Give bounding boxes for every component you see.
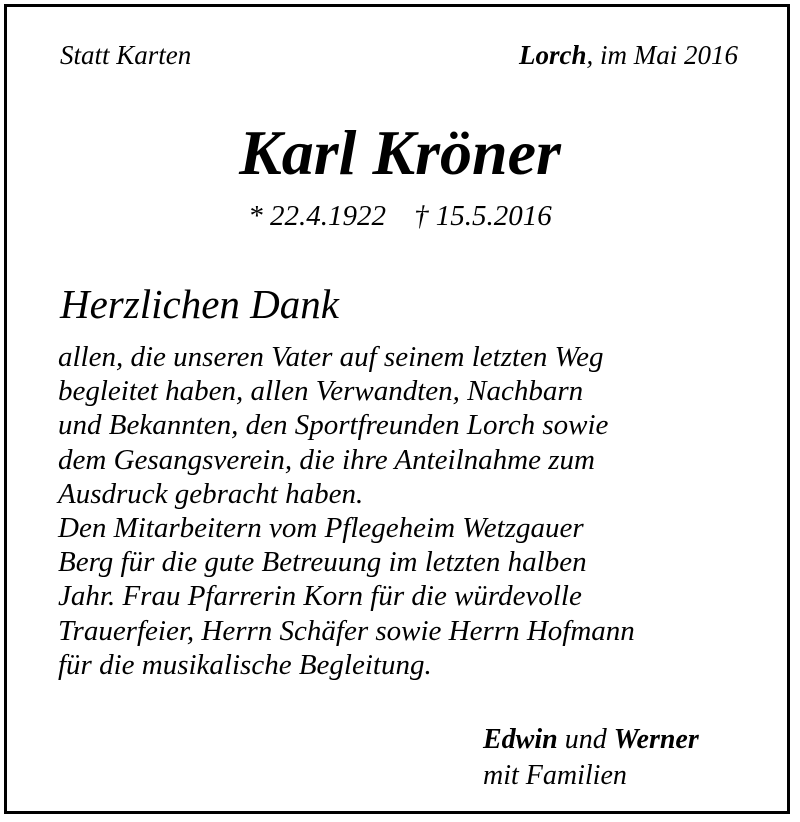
- thanks-heading: Herzlichen Dank: [60, 281, 339, 327]
- signature-names: [483, 722, 699, 758]
- signature-connector: und: [557, 724, 614, 755]
- body-line: Berg für die gute Betreuung im letzten halben: [58, 546, 587, 579]
- birth-date: * 22.4.1922: [248, 200, 386, 232]
- body-line: Den Mitarbeitern vom Pflegeheim Wetzgauer: [58, 512, 584, 545]
- death-date: † 15.5.2016: [414, 200, 552, 232]
- body-line: begleitet haben, allen Verwandten, Nachbarn: [58, 375, 584, 408]
- body-line: und Bekannten, den Sportfreunden Lorch sowie: [58, 409, 609, 442]
- header-place-date: [519, 40, 738, 71]
- body-line: dem Gesangsverein, die ihre Anteilnahme zum: [58, 443, 595, 476]
- signature-name-werner: Werner: [613, 724, 699, 755]
- header-statt-karten: Statt Karten: [60, 40, 192, 70]
- signature: [483, 722, 699, 794]
- life-dates: [0, 200, 800, 233]
- body-line: Ausdruck gebracht haben.: [58, 477, 364, 510]
- body-line: Jahr. Frau Pfarrerin Korn für die würdevolle: [58, 580, 582, 613]
- signature-name-edwin: Edwin: [483, 724, 558, 755]
- body-line: allen, die unseren Vater auf seinem letzten Weg: [58, 341, 604, 373]
- thanks-body: [58, 340, 758, 682]
- header-place: Lorch: [519, 40, 587, 70]
- header-date: , im Mai 2016: [586, 40, 738, 70]
- body-line: für die musikalische Begleitung.: [58, 648, 432, 681]
- signature-family: mit Familien: [483, 760, 627, 791]
- deceased-name: Karl Kröner: [239, 117, 561, 188]
- body-line: Trauerfeier, Herrn Schäfer sowie Herrn Hofmann: [58, 614, 635, 647]
